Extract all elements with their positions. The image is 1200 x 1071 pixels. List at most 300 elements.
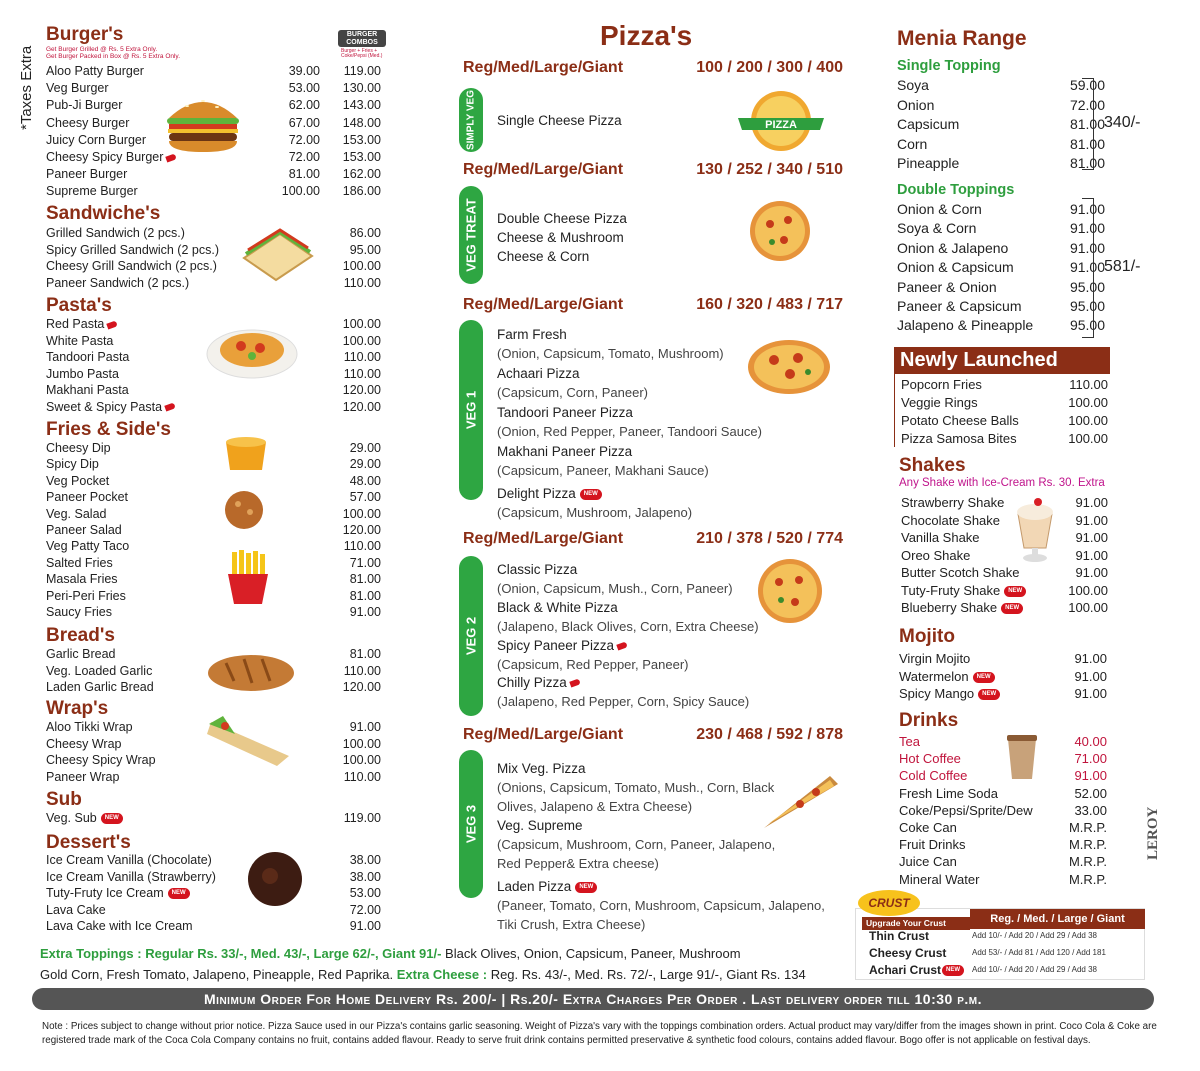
newly-launched-banner: Newly Launched	[894, 347, 1110, 373]
pizza-name-text: Achaari Pizza	[497, 366, 580, 381]
burger-note-2: Get Burger Packed in Box @ Rs. 5 Extra Only.	[46, 53, 181, 60]
menu-item[interactable]	[46, 183, 391, 199]
pizza-name[interactable]	[497, 111, 622, 130]
pizza-name-text: Single Cheese Pizza	[497, 113, 622, 128]
pizza-name[interactable]	[497, 209, 627, 228]
pizza-name[interactable]	[497, 484, 602, 503]
veg1-pizza-icon	[746, 338, 832, 396]
item-price: 40.00	[1074, 734, 1107, 749]
item-name: Popcorn Fries	[901, 377, 982, 392]
item-price: 100.00	[281, 184, 320, 199]
menu-item[interactable]	[46, 852, 391, 868]
item-name: Juice Can	[899, 854, 957, 870]
item-name: Tea	[899, 734, 920, 749]
chili-icon	[569, 679, 580, 688]
category-bar	[459, 320, 483, 500]
crust-prices: Add 10/- / Add 20 / Add 29 / Add 38	[972, 965, 1097, 974]
item-name: Jalapeno & Pineapple	[897, 317, 1034, 334]
wrap-icon	[205, 712, 293, 768]
item-name: Masala Fries	[46, 572, 118, 587]
shakes-note: Any Shake with Ice-Cream Rs. 30. Extra	[899, 477, 1105, 489]
item-name: Spicy Mango NEW	[899, 685, 1000, 702]
item-name: Lava Cake	[46, 902, 106, 917]
item-price: 38.00	[349, 853, 381, 867]
category-label: VEG 1	[463, 390, 479, 430]
pizza-banner-label: PIZZA	[765, 119, 797, 131]
item-name: Veg Patty Taco	[46, 539, 130, 554]
fries-title: Fries & Side's	[46, 419, 171, 440]
item-name: Cheesy Grill Sandwich (2 pcs.)	[46, 259, 217, 273]
item-price: 100.00	[342, 736, 381, 751]
item-name: White Pasta	[46, 333, 114, 348]
item-price: 91.00	[349, 919, 381, 933]
item-price: 81.00	[1069, 155, 1105, 171]
item-price: M.R.P.	[1068, 871, 1107, 887]
item-price: 81.00	[1069, 116, 1105, 132]
coffee-cup-icon	[1004, 733, 1040, 781]
item-name: Veg. Sub NEW	[46, 810, 123, 826]
item-price: 38.00	[349, 869, 381, 884]
item-price: 72.00	[1069, 96, 1105, 113]
fine-print-note: Note : Prices subject to change without prior notice. Pizza Sauce used in our Pizza's contains garlic seasoning. Weight of Pizza's vary with the toppings combination orders. Actual product may vary/differ from the images shown in print. Coco Cola & Coke are registered trade mark of the Coca Cola Company contains no fruit, contains added flavour. Ready to serve fruit drink contains permitted preservative & synthetic food colours, contains added flavour. Bogo offer is not applicable on festival days.	[42, 1021, 1157, 1046]
item-price: 110.00	[343, 366, 381, 381]
item-name: Tandoori Pasta	[46, 350, 130, 364]
item-price: 120.00	[342, 680, 381, 694]
item-price: M.R.P.	[1068, 820, 1107, 835]
category-label: VEG TREAT	[463, 198, 479, 272]
combo-price: 153.00	[342, 132, 381, 147]
item-price: 91.00	[349, 605, 381, 619]
item-name: Hot Coffee	[899, 751, 961, 767]
item-name: Chocolate Shake	[901, 512, 1001, 528]
combo-price: 119.00	[343, 64, 381, 78]
menu-item[interactable]	[46, 399, 391, 415]
menu-item[interactable]	[46, 588, 391, 604]
crust-name: Thin Crust	[869, 929, 929, 943]
pizza-name[interactable]	[497, 247, 589, 266]
item-name: Lava Cake with Ice Cream	[46, 919, 193, 933]
menu-item[interactable]	[46, 258, 391, 274]
extra-cheese-prices: Reg. Rs. 43/-, Med. Rs. 72/-, Large 91/-, Giant Rs. 134	[487, 967, 806, 982]
item-price: 29.00	[349, 441, 381, 455]
item-name: Sweet & Spicy Pasta	[46, 399, 175, 415]
item-name: Laden Garlic Bread	[46, 680, 154, 694]
item-name: Soya & Corn	[897, 220, 977, 237]
crust-header: Reg. / Med. / Large / Giant	[970, 909, 1145, 929]
item-name: Spicy Dip	[46, 457, 99, 472]
menu-item[interactable]	[46, 489, 391, 505]
combo-price: 143.00	[342, 98, 381, 113]
menu-item[interactable]	[46, 242, 391, 258]
item-price: 71.00	[1074, 751, 1107, 767]
item-name: Peri-Peri Fries	[46, 588, 126, 603]
item-name: Potato Cheese Balls	[901, 413, 1019, 428]
menu-item[interactable]	[46, 918, 391, 934]
pasta-icon	[205, 318, 300, 380]
item-name: Salted Fries	[46, 555, 113, 570]
item-name: Blueberry Shake NEW	[901, 599, 1023, 616]
milkshake-icon	[1012, 496, 1058, 564]
menu-item[interactable]	[46, 473, 391, 489]
item-name: Red Pasta	[46, 316, 117, 332]
pizza-description: (Onion, Capsicum, Mush., Corn, Paneer)	[497, 581, 733, 596]
new-badge: NEW	[1001, 603, 1023, 614]
brand-logo: LEROY	[1145, 806, 1161, 860]
shakes-title: Shakes	[899, 455, 966, 476]
item-price: 39.00	[288, 64, 320, 78]
pizza-name[interactable]	[497, 636, 627, 655]
pizza-name-text: Tandoori Paneer Pizza	[497, 405, 633, 420]
crust-name: Cheesy Crust	[869, 946, 947, 960]
pizza-name[interactable]	[497, 816, 583, 835]
item-price: 100.00	[1068, 431, 1108, 446]
item-price: 91.00	[1074, 668, 1107, 684]
item-name: Garlic Bread	[46, 647, 116, 661]
category-label: VEG 3	[463, 804, 479, 844]
item-name: Makhani Pasta	[46, 383, 129, 397]
new-badge: NEW	[101, 813, 123, 824]
menu-item[interactable]	[46, 769, 391, 785]
item-name: Onion & Capsicum	[897, 259, 1014, 276]
item-price: 100.00	[1068, 582, 1108, 598]
item-price: 81.00	[1069, 135, 1105, 152]
item-name: Veg Burger	[46, 81, 109, 96]
item-price: 91.00	[1074, 768, 1107, 784]
size-prices: 230 / 468 / 592 / 878	[696, 726, 843, 743]
item-name: Jumbo Pasta	[46, 366, 119, 381]
pizza-name[interactable]	[497, 403, 633, 422]
item-price: 120.00	[342, 523, 381, 537]
item-name: Oreo Shake	[901, 547, 971, 563]
item-price: 48.00	[349, 473, 381, 488]
pizza-name[interactable]	[497, 325, 567, 344]
fries-icon	[224, 550, 272, 605]
new-badge: NEW	[580, 489, 602, 500]
delivery-bar: Minimum Order For Home Delivery Rs. 200/- | Rs.20/- Extra Charges Per Order . Last delivery order till 10:30 p.m.	[32, 988, 1154, 1010]
menu-item[interactable]	[46, 382, 391, 398]
item-name: Paneer Pocket	[46, 490, 128, 505]
pizza-description: (Onions, Capsicum, Tomato, Mush., Corn, Black	[497, 780, 775, 795]
item-price: 110.00	[1069, 377, 1108, 392]
item-price: 91.00	[1069, 220, 1105, 237]
item-price: 81.00	[349, 572, 381, 587]
item-name: Corn	[897, 135, 928, 152]
item-name: Grilled Sandwich (2 pcs.)	[46, 226, 185, 240]
extra-toppings-line1	[40, 946, 741, 961]
item-name: Watermelon NEW	[899, 668, 995, 685]
menu-item[interactable]	[46, 63, 391, 79]
item-name: Aloo Patty Burger	[46, 64, 144, 78]
menu-item[interactable]	[46, 538, 391, 554]
single-group-price: 340/-	[1104, 114, 1141, 131]
pizza-name[interactable]	[497, 877, 597, 896]
pizza-name-text: Cheese & Corn	[497, 249, 590, 264]
pizza-name-text: Makhani Paneer Pizza	[497, 444, 633, 459]
pizza-description-cont: Red Pepper& Extra cheese)	[497, 856, 659, 871]
item-price: 95.00	[1069, 317, 1105, 334]
item-name: Cheesy Burger	[46, 115, 130, 130]
menu-item[interactable]	[46, 555, 391, 571]
lava-cake-icon	[244, 850, 306, 908]
item-price: 119.00	[343, 811, 381, 825]
pizza-description: (Capsicum, Mushroom, Corn, Paneer, Jalapeno,	[497, 837, 776, 852]
item-name: Cold Coffee	[899, 768, 968, 784]
item-price: 86.00	[349, 226, 381, 240]
pizza-name-text: Veg. Supreme	[497, 818, 583, 833]
item-name: Paneer Sandwich (2 pcs.)	[46, 275, 190, 290]
item-name: Ice Cream Vanilla (Strawberry)	[46, 869, 216, 884]
size-prices: 100 / 200 / 300 / 400	[696, 59, 843, 76]
item-price: 67.00	[288, 115, 320, 130]
menu-item[interactable]	[46, 456, 391, 472]
extra-toppings-head: Extra Toppings : Regular Rs. 33/-, Med. 43/-, Large 62/-, Giant 91/-	[40, 946, 442, 961]
item-name: Fruit Drinks	[899, 837, 966, 853]
item-price: 71.00	[349, 555, 381, 570]
crust-row[interactable]	[869, 963, 1144, 979]
item-name: Virgin Mojito	[899, 651, 971, 666]
double-group-price: 581/-	[1104, 258, 1141, 275]
item-name: Strawberry Shake	[901, 495, 1005, 510]
pizza-description: (Capsicum, Paneer, Makhani Sauce)	[497, 463, 709, 478]
desserts-title: Dessert's	[46, 832, 131, 853]
mojito-title: Mojito	[899, 626, 955, 647]
item-name: Aloo Tikki Wrap	[46, 720, 133, 734]
item-name: Paneer Wrap	[46, 769, 120, 784]
new-badge: NEW	[942, 965, 964, 976]
item-price: 53.00	[349, 886, 381, 900]
sandwiches-title: Sandwiche's	[46, 203, 161, 224]
crust-row[interactable]	[869, 946, 1144, 962]
item-name: Pizza Samosa Bites	[901, 431, 1017, 446]
item-name: Tuty-Fruty Shake NEW	[901, 582, 1026, 599]
burger-note-1: Get Burger Grilled @ Rs. 5 Extra Only.	[46, 46, 158, 53]
burgers-title: Burger's	[46, 24, 124, 45]
combo-price: 130.00	[342, 81, 381, 96]
item-price: 110.00	[343, 350, 381, 364]
crust-logo: CRUST	[858, 890, 920, 916]
item-price: 110.00	[343, 663, 381, 678]
pizza-name-text: Classic Pizza	[497, 562, 578, 577]
extra-toppings-list: Black Olives, Onion, Capsicum, Paneer, Mushroom	[441, 946, 741, 961]
menu-item[interactable]	[46, 571, 391, 587]
item-price: M.R.P.	[1068, 854, 1107, 870]
pizza-name-text: Laden Pizza	[497, 879, 572, 894]
pizza-name[interactable]	[497, 560, 577, 579]
item-price: 59.00	[1069, 77, 1105, 93]
crust-row[interactable]	[869, 929, 1144, 945]
item-name: Cheesy Spicy Burger	[46, 149, 176, 165]
item-price: 95.00	[1069, 298, 1105, 314]
burger-combo-note: Burger + Fries + Coke/Pepsi (Med.)	[341, 48, 383, 59]
single-bracket	[1082, 78, 1094, 170]
item-name: Soya	[897, 77, 929, 93]
item-name: Cheesy Wrap	[46, 736, 122, 751]
chili-icon	[164, 403, 175, 412]
item-name: Vanilla Shake	[901, 530, 980, 545]
item-price: 110.00	[343, 275, 381, 290]
item-price: 62.00	[288, 98, 320, 113]
chili-icon	[616, 642, 627, 651]
item-name: Pub-Ji Burger	[46, 98, 123, 113]
item-name: Paneer Burger	[46, 167, 128, 182]
pizza-name-text: Double Cheese Pizza	[497, 211, 627, 226]
menu-item[interactable]	[46, 506, 391, 522]
size-label: Reg/Med/Large/Giant	[463, 296, 624, 313]
item-price: M.R.P.	[1068, 837, 1107, 853]
item-name: Veg. Loaded Garlic	[46, 663, 153, 678]
size-prices: 210 / 378 / 520 / 774	[696, 530, 843, 547]
size-label: Reg/Med/Large/Giant	[463, 161, 624, 178]
item-price: 95.00	[1069, 278, 1105, 295]
item-price: 100.00	[1068, 413, 1108, 428]
item-price: 100.00	[342, 753, 381, 767]
menu-item[interactable]	[46, 902, 391, 918]
pizza-name[interactable]	[497, 598, 618, 617]
item-price: 91.00	[1069, 259, 1105, 276]
extra-cheese-head: Extra Cheese :	[393, 967, 488, 982]
item-price: 81.00	[349, 588, 381, 603]
category-label: VEG 2	[463, 616, 479, 656]
burger-combo-badge: BURGER COMBOS	[338, 30, 386, 47]
menu-item[interactable]	[46, 604, 391, 620]
item-name: Veg Pocket	[46, 473, 110, 488]
pizza-name[interactable]	[497, 228, 624, 247]
item-price: 91.00	[1069, 201, 1105, 217]
new-badge: NEW	[168, 888, 190, 899]
chili-icon	[107, 320, 118, 329]
item-price: 91.00	[1074, 686, 1107, 701]
pizza-name-text: Farm Fresh	[497, 327, 567, 342]
new-badge: NEW	[1004, 586, 1026, 597]
pizza-description: (Jalapeno, Red Pepper, Corn, Spicy Sauce)	[497, 694, 750, 709]
size-label: Reg/Med/Large/Giant	[463, 726, 624, 743]
item-price: 95.00	[349, 242, 381, 257]
pizza-description: (Capsicum, Red Pepper, Paneer)	[497, 657, 689, 672]
item-price: 81.00	[288, 167, 320, 182]
item-price: 91.00	[349, 720, 381, 734]
item-price: 91.00	[1075, 565, 1108, 580]
combo-price: 162.00	[342, 167, 381, 182]
pizza-name-text: Mix Veg. Pizza	[497, 761, 586, 776]
pizza-name[interactable]	[497, 673, 580, 692]
item-price: 100.00	[1068, 395, 1108, 410]
item-price: 52.00	[1074, 785, 1107, 801]
double-topping-title: Double Toppings	[897, 182, 1015, 198]
category-bar	[459, 186, 483, 284]
item-price: 91.00	[1069, 239, 1105, 256]
pizza-name-text: Delight Pizza	[497, 486, 576, 501]
veg2-pizza-icon	[755, 556, 825, 626]
breads-title: Bread's	[46, 625, 115, 646]
single-topping-title: Single Topping	[897, 58, 1001, 74]
new-badge: NEW	[973, 672, 995, 683]
item-name: Paneer & Capsicum	[897, 298, 1022, 314]
crust-subtitle: Upgrade Your Crust	[862, 917, 970, 930]
veg-pocket-icon	[222, 488, 266, 532]
menu-item[interactable]	[46, 440, 391, 456]
crust-name: Achari Crust NEW	[869, 963, 964, 977]
item-price: 120.00	[342, 383, 381, 397]
item-price: 120.00	[342, 399, 381, 414]
bread-icon	[206, 651, 296, 693]
item-price: 100.00	[1068, 600, 1108, 615]
veg3-pizza-slice-icon	[760, 772, 840, 836]
item-price: 72.00	[349, 902, 381, 917]
pizza-name-text: Cheese & Mushroom	[497, 230, 624, 245]
pizza-description: (Onion, Red Pepper, Paneer, Tandoori Sauce)	[497, 424, 762, 439]
pizza-name[interactable]	[497, 364, 580, 383]
pizza-description: (Capsicum, Mushroom, Jalapeno)	[497, 505, 693, 520]
pizza-description-cont: Tiki Crush, Extra Cheese)	[497, 917, 646, 932]
crust-prices: Add 10/- / Add 20 / Add 29 / Add 38	[972, 931, 1097, 940]
item-name: Tuty-Fruty Ice Cream NEW	[46, 885, 190, 901]
dip-icon	[222, 432, 270, 474]
item-name: Butter Scotch Shake	[901, 565, 1020, 580]
item-name: Mineral Water	[899, 871, 980, 887]
pizza-description: (Paneer, Tomato, Corn, Mushroom, Capsicum, Jalapeno,	[497, 898, 825, 913]
item-price: 91.00	[1075, 530, 1108, 545]
veg-treat-pizza-icon	[748, 196, 812, 266]
item-name: Coke Can	[899, 820, 957, 835]
double-bracket	[1082, 198, 1094, 338]
item-name: Spicy Grilled Sandwich (2 pcs.)	[46, 242, 219, 257]
combo-price: 153.00	[342, 150, 381, 164]
pizza-name-text: Chilly Pizza	[497, 675, 567, 690]
new-badge: NEW	[575, 882, 597, 893]
item-name: Paneer Salad	[46, 523, 122, 537]
item-price: 53.00	[288, 81, 320, 96]
pizza-name[interactable]	[497, 442, 632, 461]
menu-item[interactable]	[46, 275, 391, 291]
category-bar	[459, 750, 483, 898]
category-bar	[459, 556, 483, 716]
menia-title: Menia Range	[897, 27, 1027, 50]
newly-underline	[894, 373, 1110, 374]
item-price: 91.00	[1075, 495, 1108, 510]
item-name: Cheesy Spicy Wrap	[46, 753, 156, 767]
item-name: Saucy Fries	[46, 605, 112, 619]
pizza-name-text: Spicy Paneer Pizza	[497, 638, 615, 653]
size-label: Reg/Med/Large/Giant	[463, 530, 624, 547]
category-label: SIMPLY VEG	[465, 89, 477, 151]
menu-item[interactable]	[46, 885, 391, 901]
combo-price: 186.00	[342, 184, 381, 199]
menu-item[interactable]	[46, 810, 391, 826]
pizza-description: (Onion, Capsicum, Tomato, Mushroom)	[497, 346, 724, 361]
item-price: 91.00	[1075, 512, 1108, 528]
crust-prices: Add 53/- / Add 81 / Add 120 / Add 181	[972, 948, 1106, 957]
item-name: Onion	[897, 96, 935, 113]
menu-item[interactable]	[46, 869, 391, 885]
item-name: Onion & Jalapeno	[897, 239, 1009, 256]
single-cheese-pizza-icon	[736, 88, 826, 154]
wraps-title: Wrap's	[46, 698, 109, 719]
menu-item[interactable]	[46, 166, 391, 182]
item-name: Juicy Corn Burger	[46, 132, 147, 147]
category-bar	[459, 88, 483, 152]
burger-icon	[165, 92, 241, 154]
item-price: 100.00	[342, 317, 381, 331]
size-label: Reg/Med/Large/Giant	[463, 59, 624, 76]
pizza-name[interactable]	[497, 759, 586, 778]
menu-item[interactable]	[46, 225, 391, 241]
combo-price: 148.00	[342, 115, 381, 130]
item-price: 72.00	[288, 132, 320, 147]
item-price: 81.00	[349, 647, 381, 661]
size-prices: 130 / 252 / 340 / 510	[696, 161, 843, 178]
newly-side-line	[894, 373, 895, 447]
menu-item[interactable]	[46, 522, 391, 538]
